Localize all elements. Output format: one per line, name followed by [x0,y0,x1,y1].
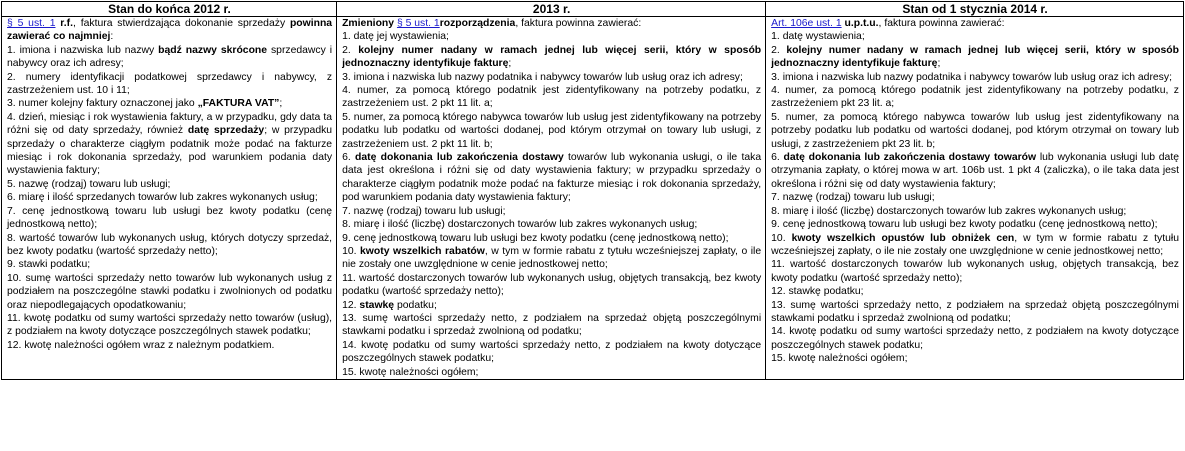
text-run: 1. imiona i nazwiska lub nazwy [7,44,159,56]
text-run: 15. kwotę należności ogółem; [342,366,479,378]
text-run: 11. wartość dostarczonych towarów lub wykonanych usług, objętych transakcją, bez kwoty podatku (wartość sprzedaży netto); [342,272,762,298]
text-run: : [110,31,114,43]
list-item [342,30,761,43]
text-run: 5. numer, za pomocą którego nabywca towarów lub usług jest zidentyfikowany na potrzeby podatku lub podatku od wartości dodanej, pod którym otrzymał on towary lub usługi, z zastrzeżeniem pkt 23 lit. b; [771,111,1179,150]
list-item [771,325,1179,352]
list-item [7,71,332,98]
bold-text: rozporządzenia [439,18,516,29]
text-run: 8. miarę i ilość (liczbę) dostarczonych towarów lub zakres wykonanych usług; [342,219,698,231]
list-item [342,218,761,231]
text-run: 1. datę wystawienia; [771,31,865,43]
legal-reference-link[interactable]: § 5 ust. 1 [396,18,440,29]
list-item [342,366,761,379]
list-item [7,272,332,312]
bold-text: datę dokonania lub zakończenia dostawy [355,152,564,164]
text-run: , faktura powinna zawierać: [878,18,1005,29]
bold-text: datę dokonania lub zakończenia dostawy towarów [783,152,1037,164]
bold-text: powinna zawierać co najmniej [7,18,333,43]
column-lead-text [7,17,332,44]
bold-text: kolejny numer nadany w ramach jednej lub więcej serii, który w sposób jednoznaczny identyfikuje fakturę [771,44,1179,70]
bold-text: „FAKTURA VAT” [197,98,280,110]
list-item [7,111,332,178]
text-run: podatku; [394,299,437,311]
list-item [342,71,761,84]
bold-text: kwoty wszelkich rabatów [360,245,485,257]
text-run: ; [937,58,941,70]
legal-reference-link[interactable]: Art. 106e ust. 1 [771,18,842,29]
text-run: lub wykonania usługi lub datę otrzymania zapłaty, o której mowa w art. 106b ust. 1 pkt 4 (zaliczka), o ile taka data jest określona i różni się od daty wystawienia faktury; [771,152,1179,190]
text-run: 4. numer, za pomocą którego podatnik jest zidentyfikowany na potrzeby podatku, z zastrzeżeniem pkt 23 lit. a; [771,85,1179,110]
list-item [771,84,1179,111]
column-2013 [337,17,766,380]
column-lead-text [342,17,761,30]
text-run: 9. cenę jednostkową towaru lub usługi bez kwoty podatku (cenę jednostkową netto); [771,219,1158,231]
text-run: 11. kwotę podatku od sumy wartości sprzedaży netto towarów (usług), z podziałem na kwoty dotyczące poszczególnych stawek podatku; [7,312,333,338]
list-item [771,232,1179,259]
text-run: towarów lub wykonania usługi, o ile taka data jest określona i różni się od daty wystawienia faktury; w przypadku sprzedaży o charakterze ciągłym podatnik może podać na fakturze miesiąc i rok dokonania sprzedaży, pod warunkiem podania daty wystawienia faktury; [342,152,762,204]
list-item [342,44,761,71]
list-item [342,299,761,312]
text-run: ; w przypadku sprzedaży o charakterze ciągłym podatnik może podać na fakturze miesiąc i rok dokonania sprzedaży, pod warunkiem podania daty wystawienia faktury; [7,125,333,177]
bold-text: u.p.t.u. [841,18,879,29]
text-run: sprzedawcy i nabywcy oraz ich adresy; [7,44,333,70]
list-item [342,84,761,111]
column-2012 [2,17,337,380]
text-run: 3. numer kolejny faktury oznaczonej jako [7,98,198,110]
header-2012: Stan do końca 2012 r. [2,2,337,17]
text-run: 9. cenę jednostkową towaru lub usługi bez kwoty podatku (cenę jednostkową netto); [342,232,729,244]
text-run: 15. kwotę należności ogółem; [771,353,908,365]
comparison-table [1,1,1184,380]
text-run: 14. kwotę podatku od sumy wartości sprzedaży netto, z podziałem na kwoty dotyczące poszczególnych stawek podatku; [771,326,1179,351]
list-item [7,258,332,271]
bold-text: r.f. [55,18,74,29]
list-item [342,151,761,205]
list-item [342,111,761,151]
bold-text: stawkę [359,299,395,311]
list-item [7,191,332,204]
list-item [7,205,332,232]
text-run: 2. [342,44,359,56]
bold-text: Zmieniony [342,18,397,29]
list-item [771,352,1179,365]
list-item [771,205,1179,218]
text-run: 14. kwotę podatku od sumy wartości sprzedaży netto, z podziałem na kwoty dotyczące poszczególnych stawek podatku; [342,339,762,365]
text-run: 10. [771,232,792,244]
list-item [771,218,1179,231]
list-item [7,339,332,352]
list-item [342,245,761,272]
list-item [771,30,1179,43]
list-item [7,178,332,191]
text-run: 10. [342,245,361,257]
bold-text: kolejny numer nadany w ramach jednej lub więcej serii, który w sposób jednoznaczny identyfikuje fakturę [342,44,762,70]
list-item [342,205,761,218]
list-item [7,232,332,259]
list-item [771,258,1179,285]
list-item [342,312,761,339]
list-item [771,71,1179,84]
text-run: 7. cenę jednostkową towaru lub usługi bez kwoty podatku (cenę jednostkową netto); [7,205,333,231]
list-item [7,312,332,339]
text-run: ; [508,58,512,70]
text-run: 12. kwotę należności ogółem wraz z należnym podatkiem. [7,339,275,351]
list-item [771,44,1179,71]
list-item [771,285,1179,298]
text-run: ; [279,98,283,110]
list-item [342,232,761,245]
text-run: 6. [771,152,784,164]
text-run: , faktura powinna zawierać: [515,18,642,29]
text-run: 2. numery identyfikacji podatkowej sprzedawcy i nabywcy, z zastrzeżeniem ust. 10 i 11; [7,71,333,97]
bold-text: bądź nazwy skrócone [158,44,268,56]
text-run: 4. dzień, miesiąc i rok wystawienia faktury, a w przypadku, gdy data ta różni się od daty sprzedaży, również [7,111,333,137]
bold-text: datę sprzedaży [187,125,265,137]
list-item [7,44,332,71]
list-item [7,97,332,110]
text-run: 3. imiona i nazwiska lub nazwy podatnika i nabywcy towarów lub usług oraz ich adresy; [771,71,1172,83]
text-run: 6. miarę i ilość sprzedanych towarów lub zakres wykonanych usług; [7,192,318,204]
text-run: 7. nazwę (rodzaj) towaru lub usługi; [342,205,506,217]
text-run: 8. wartość towarów lub wykonanych usług, których dotyczy sprzedaż, bez kwoty podatku (wartość sprzedaży netto); [7,232,333,257]
text-run: 7. nazwę (rodzaj) towaru lub usługi; [771,192,935,204]
text-run: , w tym w formie rabatu z tytułu wcześniejszej zapłaty, o ile nie zostały one uwzględnione w cenie jednostkowej netto; [342,245,762,271]
text-run: 5. numer, za pomocą którego nabywca towarów lub usług jest zidentyfikowany na potrzeby podatku lub podatku od wartości dodanej, pod którym otrzymał on towary lub usługi, z zastrzeżeniem ust. 2 pkt 11 lit. b; [342,111,762,150]
text-run: 4. numer, za pomocą którego podatnik jest zidentyfikowany na potrzeby podatku, z zastrzeżeniem ust. 2 pkt 11 lit. a; [342,85,762,110]
bold-text: kwoty wszelkich opustów lub obniżek cen [791,232,1015,244]
text-run: 12. [342,299,360,311]
list-item [771,191,1179,204]
list-item [771,151,1179,191]
column-lead-text [771,17,1179,30]
header-row [2,2,1184,17]
text-run: 13. sumę wartości sprzedaży netto, z podziałem na sprzedaż objętą poszczególnymi stawkami podatku i sprzedaż zwolnioną od podatku; [771,299,1179,324]
text-run: 13. sumę wartości sprzedaży netto, z podziałem na sprzedaż objętą poszczególnymi stawkami podatku i sprzedaż zwolnioną od podatku; [342,312,762,338]
text-run: , faktura stwierdzająca dokonanie sprzedaży [73,18,290,29]
text-run: 1. datę jej wystawienia; [342,31,449,43]
list-item [342,272,761,299]
text-run: 12. stawkę podatku; [771,286,864,298]
header-2014: Stan od 1 stycznia 2014 r. [766,2,1184,17]
text-run: 9. stawki podatku; [7,259,91,271]
text-run: 5. nazwę (rodzaj) towaru lub usługi; [7,178,171,190]
text-run: , w tym w formie rabatu z tytułu wcześniejszej zapłaty, o ile nie zostały one uwzględnione w cenie jednostkowej netto; [771,232,1179,257]
list-item [771,111,1179,151]
text-run: 11. wartość dostarczonych towarów lub wykonanych usług, objętych transakcją, bez kwoty podatku (wartość sprzedaży netto); [771,259,1179,284]
list-item [342,339,761,366]
text-run: 6. [342,152,356,164]
header-2013: 2013 r. [337,2,766,17]
text-run: 3. imiona i nazwiska lub nazwy podatnika i nabywcy towarów lub usług oraz ich adresy; [342,71,743,83]
content-row [2,17,1184,380]
legal-reference-link[interactable]: § 5 ust. 1 [7,18,56,29]
text-run: 10. sumę wartości sprzedaży netto towarów lub wykonanych usług z podziałem na poszczególne stawki podatku i zwolnionych od podatku oraz niepodlegających opodatkowaniu; [7,272,333,311]
column-2014 [766,17,1184,380]
text-run: 8. miarę i ilość (liczbę) dostarczonych towarów lub zakres wykonanych usług; [771,205,1127,217]
list-item [771,299,1179,326]
text-run: 2. [771,44,787,56]
